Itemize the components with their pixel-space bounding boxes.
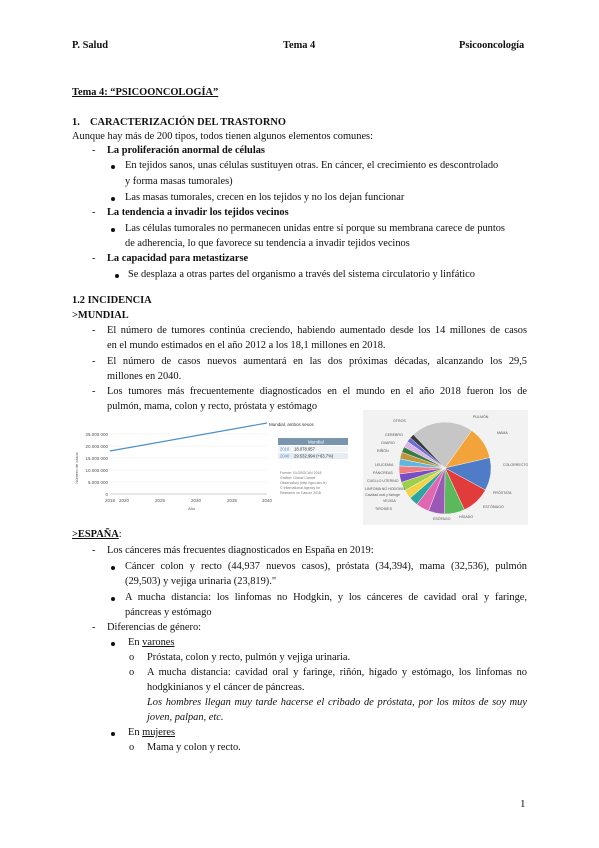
- pie-label: ESÓFAGO: [433, 517, 451, 521]
- y-tick-label: 5.000.000: [87, 480, 108, 485]
- bullet-icon: [115, 274, 119, 278]
- summary-table: [278, 438, 348, 459]
- list-dash: -: [92, 545, 96, 556]
- pie-label: COLORRECTO: [503, 463, 528, 467]
- circle-bullet: o: [129, 742, 135, 753]
- pie-label: PRÓSTATA: [493, 491, 512, 495]
- header-left: P. Salud: [72, 40, 109, 51]
- list-dash: -: [92, 622, 96, 633]
- svg-text:Observatory (http://gco.iarc.f: Observatory (http://gco.iarc.fr): [280, 481, 327, 485]
- table-value: 29.532.994 (+63.7%): [294, 453, 334, 459]
- bullet-icon: [111, 228, 115, 232]
- x-tick-label: 2030: [190, 498, 202, 503]
- bullet-text: En tejidos sanos, unas células sustituyen otras. En cáncer, el crecimiento es descontrolado: [125, 160, 499, 171]
- list-item-heading: La capacidad para metastizarse: [107, 253, 249, 264]
- region-heading-mundial: >MUNDIAL: [72, 310, 129, 321]
- circle-bullet: o: [129, 667, 135, 678]
- sub-bullet-text: A mucha distancia: cavidad oral y faringe, riñón, hígado y estómago, los linfomas no: [147, 667, 527, 678]
- list-dash: -: [92, 356, 96, 367]
- list-dash: -: [92, 253, 96, 264]
- bullet-icon: [111, 597, 115, 601]
- sub-bullet-text: Mama y colon y recto.: [147, 742, 241, 753]
- svg-text:Fuente: GLOBOCAN 2018: Fuente: GLOBOCAN 2018: [280, 471, 322, 475]
- list-item-heading: La proliferación anormal de células: [107, 145, 265, 156]
- y-tick-label: 0: [105, 492, 108, 497]
- series-label: Mundial, ambos sexos: [269, 422, 314, 427]
- pie-label: RIÑÓN: [377, 449, 389, 453]
- bullet-icon: [111, 197, 115, 201]
- header-center: Tema 4: [283, 40, 316, 51]
- circle-bullet: o: [129, 652, 135, 663]
- x-tick-label: 2025: [154, 498, 166, 503]
- pie-label: MAMA: [497, 431, 508, 435]
- y-tick-label: 10.000.000: [85, 468, 108, 473]
- pie-label: CEREBRO: [385, 433, 403, 437]
- x-tick-label: 2018: [104, 498, 116, 503]
- x-axis-label: Año: [188, 506, 196, 511]
- section-heading: CARACTERIZACIÓN DEL TRASTORNO: [90, 117, 286, 128]
- pie-label: Cavidad oral y faringe: [365, 493, 400, 497]
- table-year: 2018: [280, 446, 290, 452]
- region-heading-espana: >ESPAÑA:: [72, 529, 122, 540]
- svg-text:Research on Cancer 2018: Research on Cancer 2018: [280, 491, 321, 495]
- bullet-text: Las masas tumorales, crecen en los tejidos y no los dejan funcionar: [125, 192, 405, 203]
- table-value: 18.078.957: [294, 446, 315, 452]
- list-dash: -: [92, 386, 96, 397]
- y-axis-label: Número de casos: [74, 452, 79, 484]
- pie-slices: [399, 422, 491, 514]
- pie-label: CUELLO UTERINO: [367, 479, 399, 483]
- pie-label: LEUCEMIA: [375, 463, 394, 467]
- bullet-text: Se desplaza a otras partes del organismo a través del sistema circulatorio y linfático: [128, 269, 475, 280]
- page-number: 1: [520, 798, 526, 810]
- x-tick-label: 2035: [226, 498, 238, 503]
- y-tick-label: 20.000.000: [85, 444, 108, 449]
- pie-label: HÍGADO: [459, 515, 474, 519]
- pie-label: OTROS: [393, 419, 406, 423]
- bullet-text: (29,503) y vejiga urinaria (23,819).": [125, 576, 277, 587]
- bullet-text: de adherencia, lo que favorece su tendencia a invadir tejidos vecinos: [125, 238, 410, 249]
- pie-label: TIROIDES: [375, 507, 392, 511]
- bullet-text: páncreas y estómago: [125, 607, 212, 618]
- pie-label: LINFOMA NO HODGKIN: [365, 487, 405, 491]
- gender-label-mujeres: En mujeres: [128, 727, 176, 738]
- section-number: 1.: [72, 117, 80, 128]
- paragraph-line: pulmón, mama, colon y recto, próstata y estómago: [107, 401, 318, 412]
- pie-chart: [363, 410, 528, 525]
- subsection-heading: 1.2 INCIDENCIA: [72, 295, 152, 306]
- bullet-text: A mucha distancia: los linfomas no Hodgkin, y los cánceres de cavidad oral y faringe,: [125, 592, 527, 603]
- x-tick-label: 2020: [118, 498, 130, 503]
- pie-label: PÁNCREAS: [373, 471, 393, 475]
- list-item-heading: La tendencia a invadir los tejidos vecinos: [107, 207, 289, 218]
- paragraph-line: El número de tumores continúa creciendo, habiendo aumentado desde los 14 millones de casos: [107, 325, 527, 336]
- header-right: Psicooncología: [459, 40, 525, 51]
- bullet-text: Cáncer colon y recto (44,937 nuevos casos), próstata (34,394), mama (32,536), pulmón: [125, 561, 527, 572]
- x-tick-label: 2040: [261, 498, 273, 503]
- paragraph-line: millones en 2040.: [107, 371, 182, 382]
- source-notes: [280, 471, 327, 495]
- svg-text:Gráfico: Global Cancer: Gráfico: Global Cancer: [280, 476, 316, 480]
- table-year: 2040: [280, 453, 290, 459]
- section-intro: Aunque hay más de 200 tipos, todos tienen algunos elementos comunes:: [72, 131, 373, 142]
- gender-label-varones: En varones: [128, 637, 175, 648]
- paragraph-line: Diferencias de género:: [107, 622, 202, 633]
- bullet-text: Las células tumorales no permanecen unidas entre sí porque su membrana carece de puntos: [125, 223, 505, 234]
- bullet-icon: [111, 566, 115, 570]
- line-chart: [72, 414, 360, 522]
- bullet-icon: [111, 642, 115, 646]
- paragraph-line: en el mundo estimados en el año 2012 a los 18,1 millones en 2018.: [107, 340, 386, 351]
- pie-label: PULMÓN: [473, 415, 489, 419]
- bullet-text: y forma masas tumorales): [125, 176, 233, 187]
- bullet-icon: [111, 165, 115, 169]
- italic-note: joven, palpan, etc.: [147, 712, 224, 723]
- pie-label: VEJIGA: [383, 499, 396, 503]
- list-dash: -: [92, 145, 96, 156]
- y-tick-label: 25.000.000: [85, 432, 108, 437]
- document-title: Tema 4: “PSICOONCOLOGÍA”: [72, 87, 219, 98]
- pie-label: ESTÓMAGO: [483, 505, 504, 509]
- italic-note: Los hombres llegan muy tarde hacerse el cribado de próstata, por los mitos de soy muy: [147, 697, 527, 708]
- bullet-icon: [111, 732, 115, 736]
- paragraph-line: Los cánceres más frecuentes diagnosticados en España en 2019:: [107, 545, 374, 556]
- y-tick-label: 15.000.000: [85, 456, 108, 461]
- table-header: Mundial: [308, 439, 324, 445]
- pie-label: OVARIO: [381, 441, 395, 445]
- list-dash: -: [92, 207, 96, 218]
- paragraph-line: Los tumores más frecuentemente diagnosticados en el mundo en el año 2018 fueron los de: [107, 386, 527, 397]
- paragraph-line: El número de casos nuevos aumentará en las dos próximas décadas, alcanzando los 29,5: [107, 356, 527, 367]
- sub-bullet-text: Próstata, colon y recto, pulmón y vejiga urinaria.: [147, 652, 351, 663]
- svg-text:© International Agency for: © International Agency for: [280, 486, 321, 490]
- sub-bullet-text: hodgkinianos y el cáncer de páncreas.: [147, 682, 305, 693]
- list-dash: -: [92, 325, 96, 336]
